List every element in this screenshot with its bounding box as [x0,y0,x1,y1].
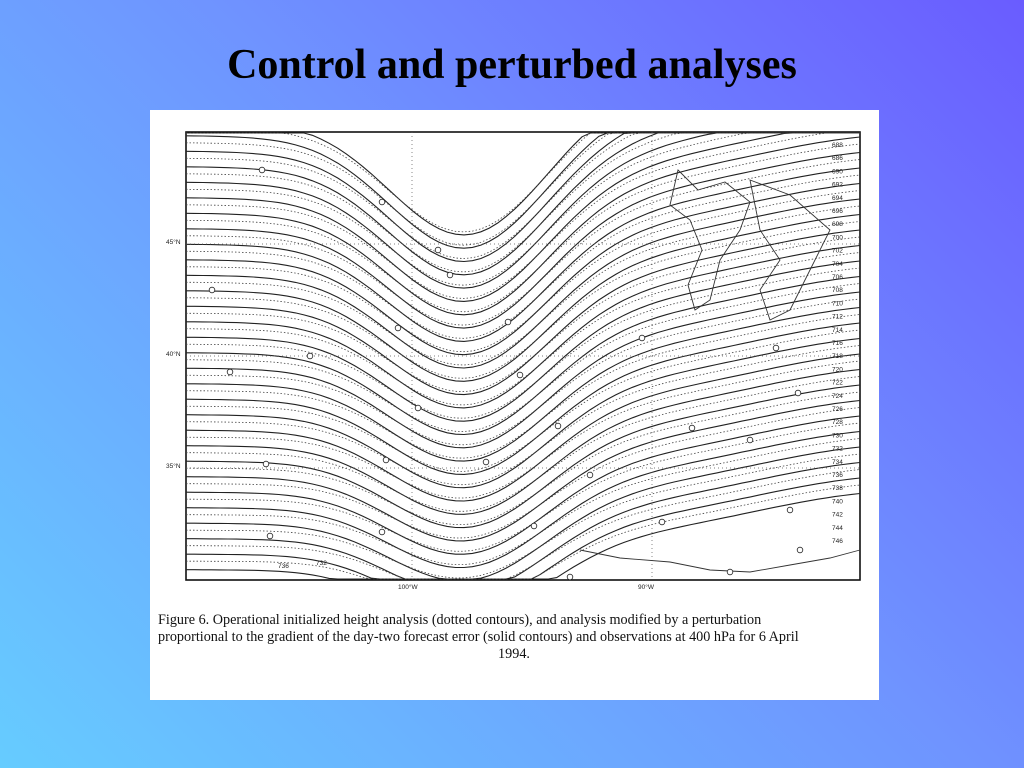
solid-contour [186,133,860,248]
contour-label-right: 738 [832,485,843,493]
contour-label-right: 734 [832,458,843,466]
solid-contour [186,432,860,568]
observation-station [383,457,389,463]
contour-label-right: 692 [832,181,843,189]
dotted-contour [186,133,860,259]
contour-label-right: 744 [832,524,843,532]
contour-label-right: 720 [832,366,843,374]
contour-label-right: 740 [832,498,843,506]
contour-label-right: 722 [832,379,843,387]
solid-contour [186,416,860,554]
contour-label-right: 718 [832,353,843,361]
contour-label-right: 704 [832,260,843,268]
contour-label-right: 726 [832,406,843,413]
contour-label-right: 736 [832,472,843,479]
contour-label-right: 716 [832,340,843,347]
observation-station [209,287,215,293]
contour-label-right: 694 [832,194,843,202]
lat-label-45n: 45°N [166,239,181,246]
observation-station [795,390,801,396]
contour-label-right: 688 [832,142,843,149]
observation-station [727,569,733,575]
contour-label-bottom-1: 736 [278,563,289,570]
observation-station [435,247,441,253]
observation-station [263,461,269,467]
dotted-contour [186,377,860,512]
observation-station [639,335,645,341]
contour-label-right: 728 [832,419,843,427]
lat-lon-grid [186,132,860,580]
contour-label-right: 714 [832,326,843,334]
observation-station [555,423,561,429]
dotted-contour [186,408,860,539]
observation-station [379,529,385,535]
observation-station [447,272,453,278]
contour-label-right: 708 [832,287,843,295]
solid-contour [186,370,860,515]
contour-label-right: 706 [832,274,843,281]
dotted-contour [186,253,860,405]
solid-contour [186,339,860,488]
observation-station [517,372,523,378]
contour-label-bottom-2: 732 [316,560,327,567]
dotted-contour [186,222,860,379]
contour-label-right: 712 [832,313,843,321]
solid-contour [186,168,860,341]
dotted-contour [186,439,860,565]
dotted-contour [186,299,860,445]
caption-line-1: Figure 6. Operational initialized height analysis (dotted contours), and analysis modified by a perturbation [158,612,762,628]
dotted-contour [186,133,860,232]
observation-station [567,574,573,580]
contour-label-right: 724 [832,392,843,400]
figure-panel [150,110,879,700]
observation-station [505,319,511,325]
observation-station [395,325,401,331]
observation-station [773,345,779,351]
observation-station [259,167,265,173]
coastline [580,170,860,572]
height-analysis-map [150,110,879,590]
figure-caption [158,612,870,663]
contour-label-right: 742 [832,511,843,519]
contour-label-right: 698 [832,221,843,229]
solid-contour [186,308,860,462]
contour-label-right: 710 [832,300,843,308]
observation-station [747,437,753,443]
contour-label-right: 746 [832,538,843,545]
lat-label-35n: 35°N [166,463,181,470]
dotted-contour [186,268,860,418]
dotted-contour [186,237,860,392]
caption-line-3: 1994. [498,646,530,662]
contour-label-right: 702 [832,247,843,255]
solid-contour [186,230,860,395]
dotted-contour [186,330,860,471]
observation-station [415,405,421,411]
observation-station [689,425,695,431]
contour-label-right: 732 [832,445,843,453]
dotted-contour [186,392,860,525]
dotted-contour [186,361,860,498]
gulf-coastline [580,550,860,572]
observation-station [379,199,385,205]
observation-station [531,523,537,529]
contour-label-right: 696 [832,208,843,215]
observation-station [787,507,793,513]
observation-station [797,547,803,553]
contour-label-right: 700 [832,234,843,242]
contour-label-right: 686 [832,155,843,163]
observation-station [227,369,233,375]
solid-contour [186,447,860,579]
contour-label-right: 690 [832,168,843,176]
observation-station [587,472,593,478]
observation-station [307,353,313,359]
solid-contour [186,133,860,288]
caption-line-2: proportional to the gradient of the day-two forecast error (solid contours) and observations at 400 hPa for 6 April [158,629,799,645]
lon-label-90w: 90°W [638,584,654,590]
dotted-contour [186,423,860,551]
solid-contour [186,153,860,329]
solid-contour [186,323,860,474]
observation-station [483,459,489,465]
contour-label-right: 730 [832,432,843,440]
observation-station [659,519,665,525]
lon-label-100w: 100°W [398,584,418,590]
lat-label-40n: 40°N [166,351,181,358]
observation-station [267,533,273,539]
slide-title: Control and perturbed analyses [227,42,797,88]
